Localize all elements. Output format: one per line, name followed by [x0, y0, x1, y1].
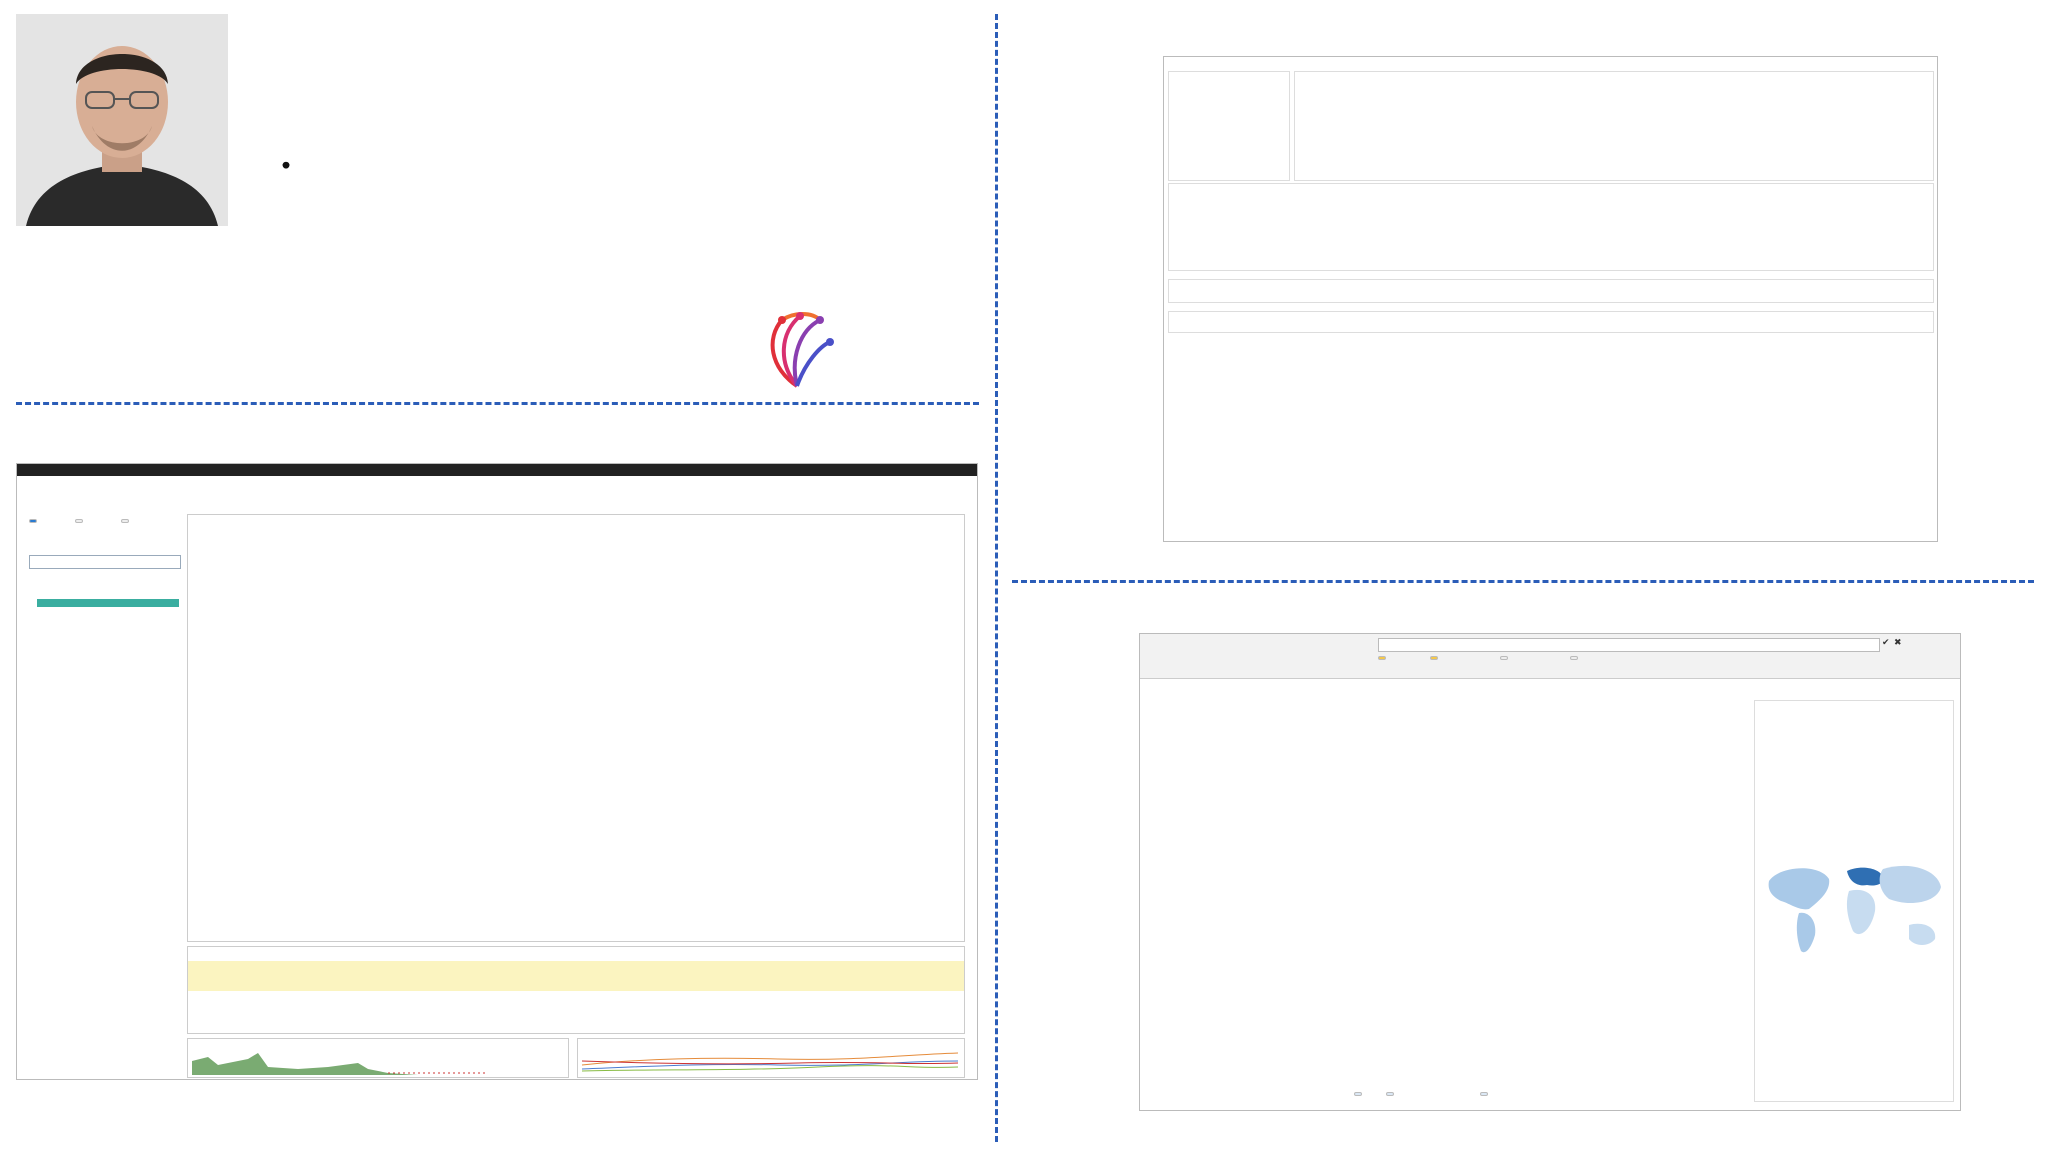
- breadcrumb-item[interactable]: [1386, 1092, 1394, 1096]
- similarity-panel[interactable]: [1294, 71, 1934, 181]
- breadcrumb-item[interactable]: [1354, 1092, 1362, 1096]
- profile-photo: [16, 14, 228, 226]
- document-lists: [1168, 343, 1932, 537]
- load-data-button[interactable]: [29, 519, 37, 523]
- fact-sheet-button[interactable]: [75, 519, 83, 523]
- stats-panel: [1754, 700, 1954, 1102]
- network-view[interactable]: [1352, 700, 1746, 1094]
- liu-logo: [18, 326, 28, 349]
- region-stats: [1759, 963, 1949, 1095]
- alva-screenshot: [16, 463, 978, 1080]
- utterance-table: [187, 946, 965, 1034]
- values-panel[interactable]: [1168, 183, 1934, 271]
- year-histogram[interactable]: [1759, 765, 1949, 811]
- cooccurrence-matrix[interactable]: [29, 960, 149, 1072]
- divider-vertical: [995, 14, 998, 1142]
- table-row[interactable]: [188, 961, 964, 991]
- classifier-overview[interactable]: [577, 1038, 965, 1078]
- filter-fulltext[interactable]: [1500, 656, 1508, 660]
- targets-panel[interactable]: [1168, 71, 1290, 181]
- close-icon[interactable]: ✖: [1894, 637, 1902, 647]
- divider-left: [16, 402, 979, 405]
- search-input[interactable]: [29, 555, 181, 569]
- filter-funding[interactable]: [1570, 656, 1578, 660]
- infravis-logo-icon: [760, 308, 834, 390]
- round-slider[interactable]: [37, 599, 179, 607]
- settings-button[interactable]: [121, 519, 129, 523]
- process-overview[interactable]: [187, 1038, 569, 1078]
- ivis-logo: [363, 328, 369, 351]
- infravis-logo: [760, 308, 818, 390]
- filter-years[interactable]: [1378, 656, 1386, 660]
- category-list: [29, 730, 189, 910]
- filter-reviewed[interactable]: [1430, 656, 1438, 660]
- stancevis-screenshot: [1163, 56, 1938, 542]
- stance-series[interactable]: [1168, 311, 1934, 333]
- collaboration-map[interactable]: [1759, 851, 1949, 959]
- sentiment-series[interactable]: [1168, 279, 1934, 303]
- hierarchy-panel: [1146, 700, 1342, 1108]
- annotator-list: [29, 636, 179, 694]
- graph-view[interactable]: [187, 514, 965, 942]
- diva-search-input[interactable]: [1378, 638, 1880, 652]
- confirm-icon[interactable]: ✔: [1882, 637, 1890, 647]
- breadcrumb-item[interactable]: [1480, 1092, 1488, 1096]
- diva-screenshot: [1139, 633, 1961, 1111]
- divider-right: [1012, 580, 2034, 583]
